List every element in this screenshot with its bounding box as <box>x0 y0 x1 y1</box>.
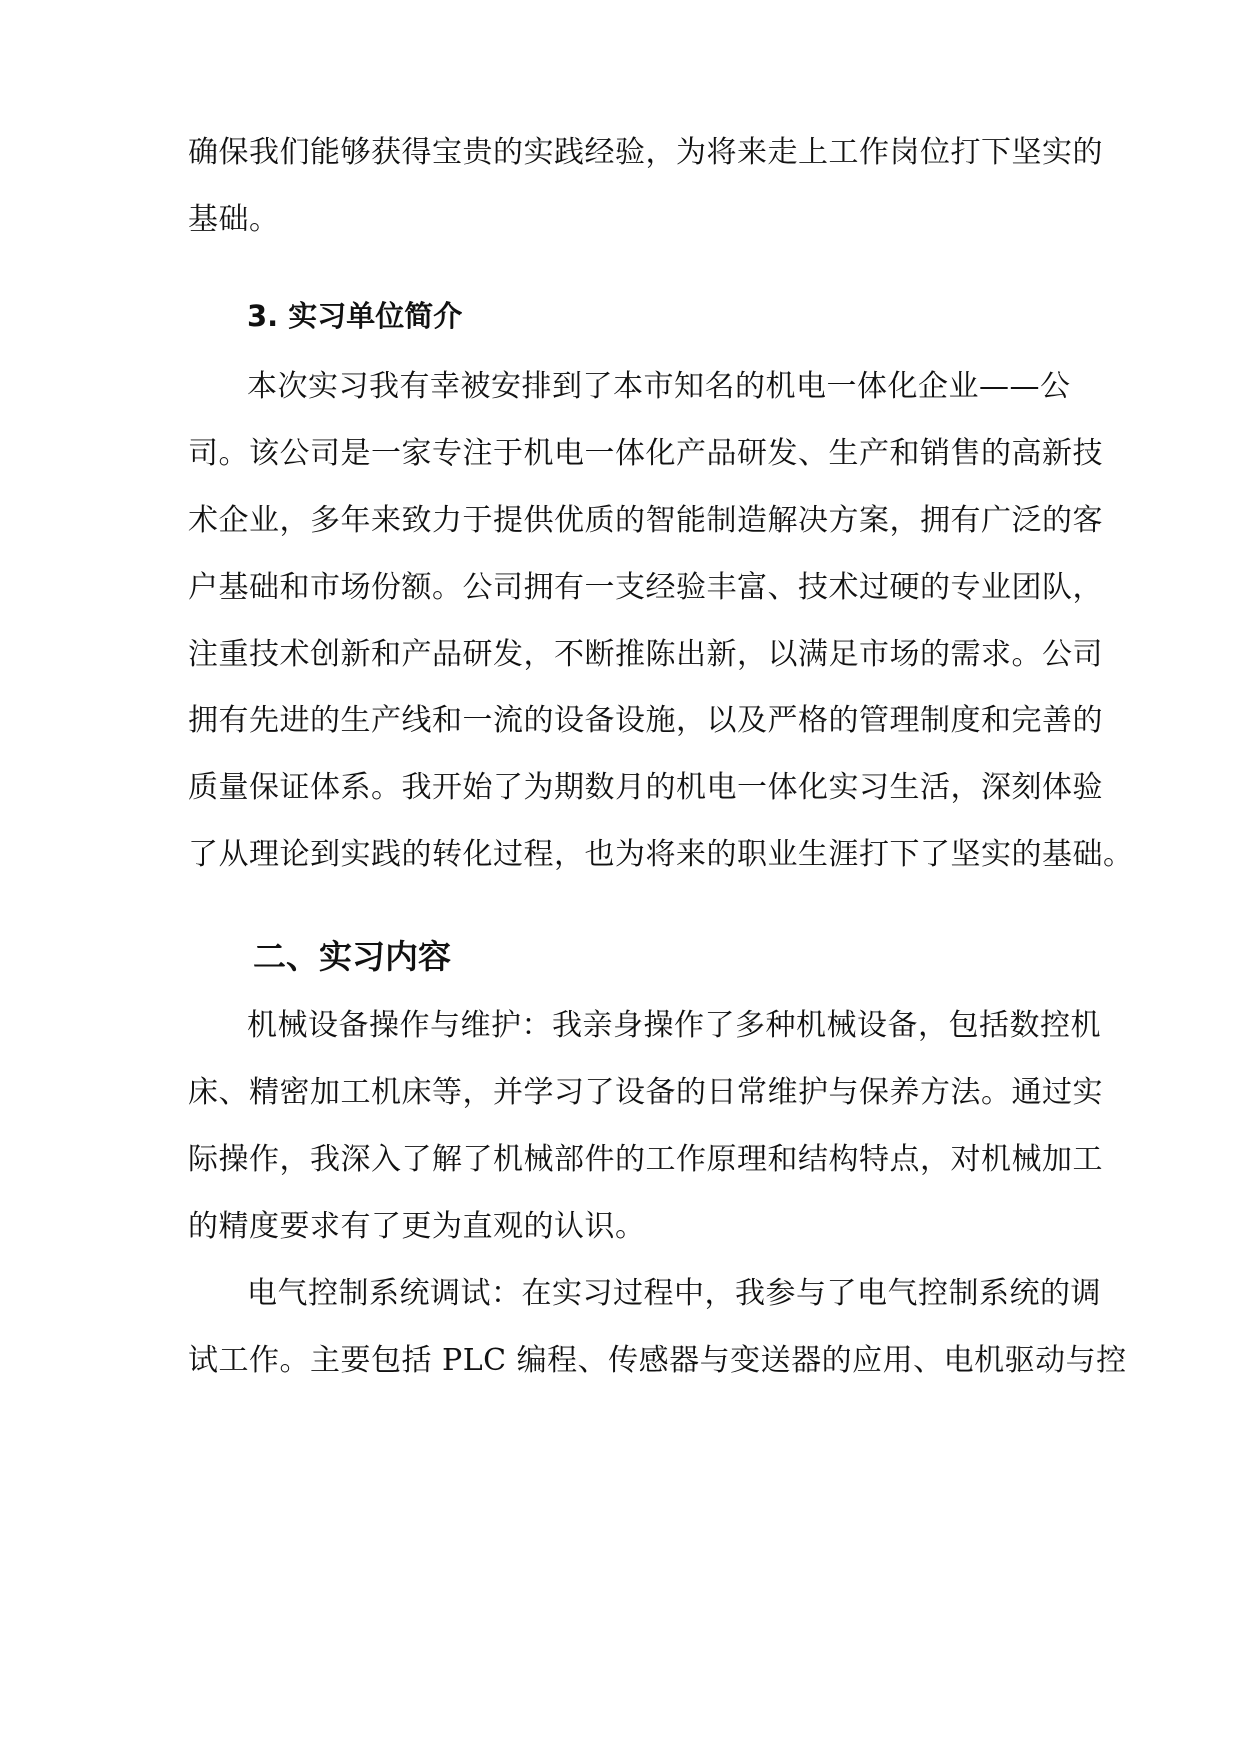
paragraph-line: 术企业，多年来致力于提供优质的智能制造解决方案，拥有广泛的客 <box>188 503 1103 538</box>
paragraph-line: 确保我们能够获得宝贵的实践经验，为将来走上工作岗位打下坚实的 <box>188 135 1103 170</box>
section-heading: 3. 实习单位简介 <box>247 299 463 333</box>
paragraph-line: 注重技术创新和产品研发，不断推陈出新，以满足市场的需求。公司 <box>188 637 1103 672</box>
paragraph-line: 电气控制系统调试：在实习过程中，我参与了电气控制系统的调 <box>247 1276 1101 1311</box>
paragraph-line: 户基础和市场份额。公司拥有一支经验丰富、技术过硬的专业团队， <box>188 570 1103 605</box>
paragraph-line: 试工作。主要包括 PLC 编程、传感器与变送器的应用、电机驱动与控 <box>188 1343 1127 1378</box>
paragraph-line: 拥有先进的生产线和一流的设备设施，以及严格的管理制度和完善的 <box>188 703 1103 738</box>
paragraph-line: 机械设备操作与维护：我亲身操作了多种机械设备，包括数控机 <box>247 1008 1101 1043</box>
paragraph-line: 的精度要求有了更为直观的认识。 <box>188 1209 646 1244</box>
paragraph-line: 质量保证体系。我开始了为期数月的机电一体化实习生活，深刻体验 <box>188 770 1103 805</box>
paragraph-line: 床、精密加工机床等，并学习了设备的日常维护与保养方法。通过实 <box>188 1075 1103 1110</box>
paragraph-line: 际操作，我深入了解了机械部件的工作原理和结构特点，对机械加工 <box>188 1142 1103 1177</box>
paragraph-line: 本次实习我有幸被安排到了本市知名的机电一体化企业——公 <box>247 369 1071 404</box>
chapter-heading: 二、实习内容 <box>253 937 451 976</box>
paragraph-line: 基础。 <box>188 202 280 237</box>
paragraph-line: 司。该公司是一家专注于机电一体化产品研发、生产和销售的高新技 <box>188 436 1103 471</box>
paragraph-line: 了从理论到实践的转化过程，也为将来的职业生涯打下了坚实的基础。 <box>188 837 1134 872</box>
